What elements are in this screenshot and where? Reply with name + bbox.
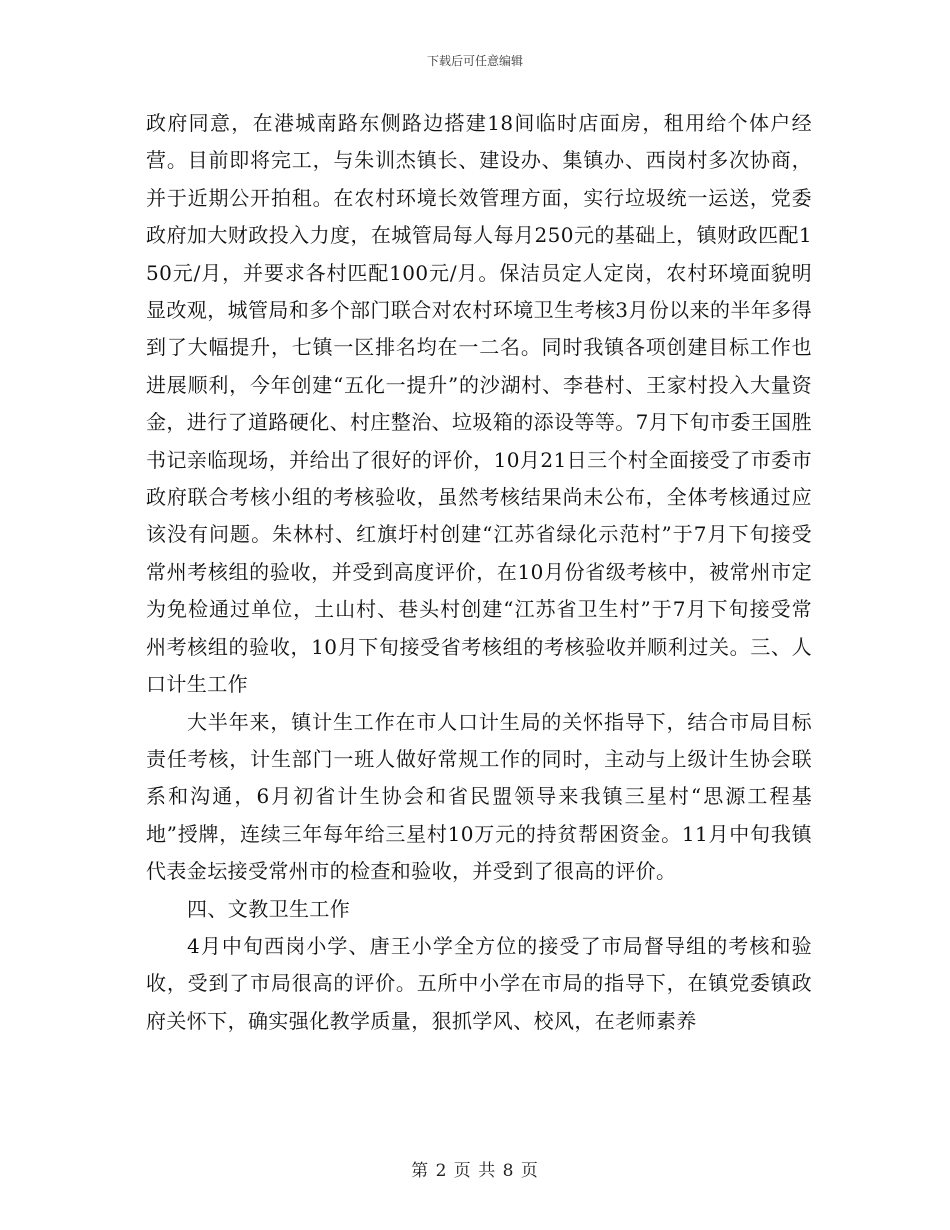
page-number: 第 2 页 共 8 页 [411,1161,539,1181]
paragraph-schools: 4月中旬西岗小学、唐王小学全方位的接受了市局督导组的考核和验收，受到了市局很高的评价。五所中小学在市局的指导下，在镇党委镇政府关怀下，确实强化教学质量，狠抓学风、校风，在老师素养 [146,933,812,1033]
paragraph-family-planning: 大半年来，镇计生工作在市人口计生局的关怀指导下，结合市局目标责任考核，计生部门一班人做好常规工作的同时，主动与上级计生协会联系和沟通，6月初省计生协会和省民盟领导来我镇三星村“思源工程基地”授牌，连续三年每年给三星村10万元的持贫帮困资金。11月中旬我镇代表金坛接受常州市的检查和验收，并受到了很高的评价。 [146,709,812,884]
paragraph-environment: 政府同意，在港城南路东侧路边搭建18间临时店面房，租用给个体户经营。目前即将完工，与朱训杰镇长、建设办、集镇办、西岗村多次协商，并于近期公开拍租。在农村环境长效管理方面，实行垃圾统一运送，党委政府加大财政投入力度，在城管局每人每月250元的基础上，镇财政匹配150元/月，并要求各村匹配100元/月。保洁员定人定岗，农村环境面貌明显改观，城管局和多个部门联合对农村环境卫生考核3月份以来的半年多得到了大幅提升，七镇一区排名均在一二名。同时我镇各项创建目标工作也进展顺利，今年创建“五化一提升”的沙湖村、李巷村、王家村投入大量资金，进行了道路硬化、村庄整治、垃圾箱的添设等等。7月下旬市委王国胜书记亲临现场，并给出了很好的评价，10月21日三个村全面接受了市委市政府联合考核小组的考核验收，虽然考核结果尚未公布，全体考核通过应该没有问题。朱林村、红旗圩村创建“江苏省绿化示范村”于7月下旬接受常州考核组的验收，并受到高度评价，在10月份省级考核中，被常州市定为免检通过单位，土山村、巷头村创建“江苏省卫生村”于7月下旬接受常州考核组的验收，10月下旬接受省考核组的考核验收并顺利过关。三、人口计生工作 [146,111,812,697]
page-header-note: 下载后可任意编辑 [426,54,523,68]
document-body [146,105,812,1040]
section-heading-culture-education-health: 四、文教卫生工作 [187,896,351,921]
